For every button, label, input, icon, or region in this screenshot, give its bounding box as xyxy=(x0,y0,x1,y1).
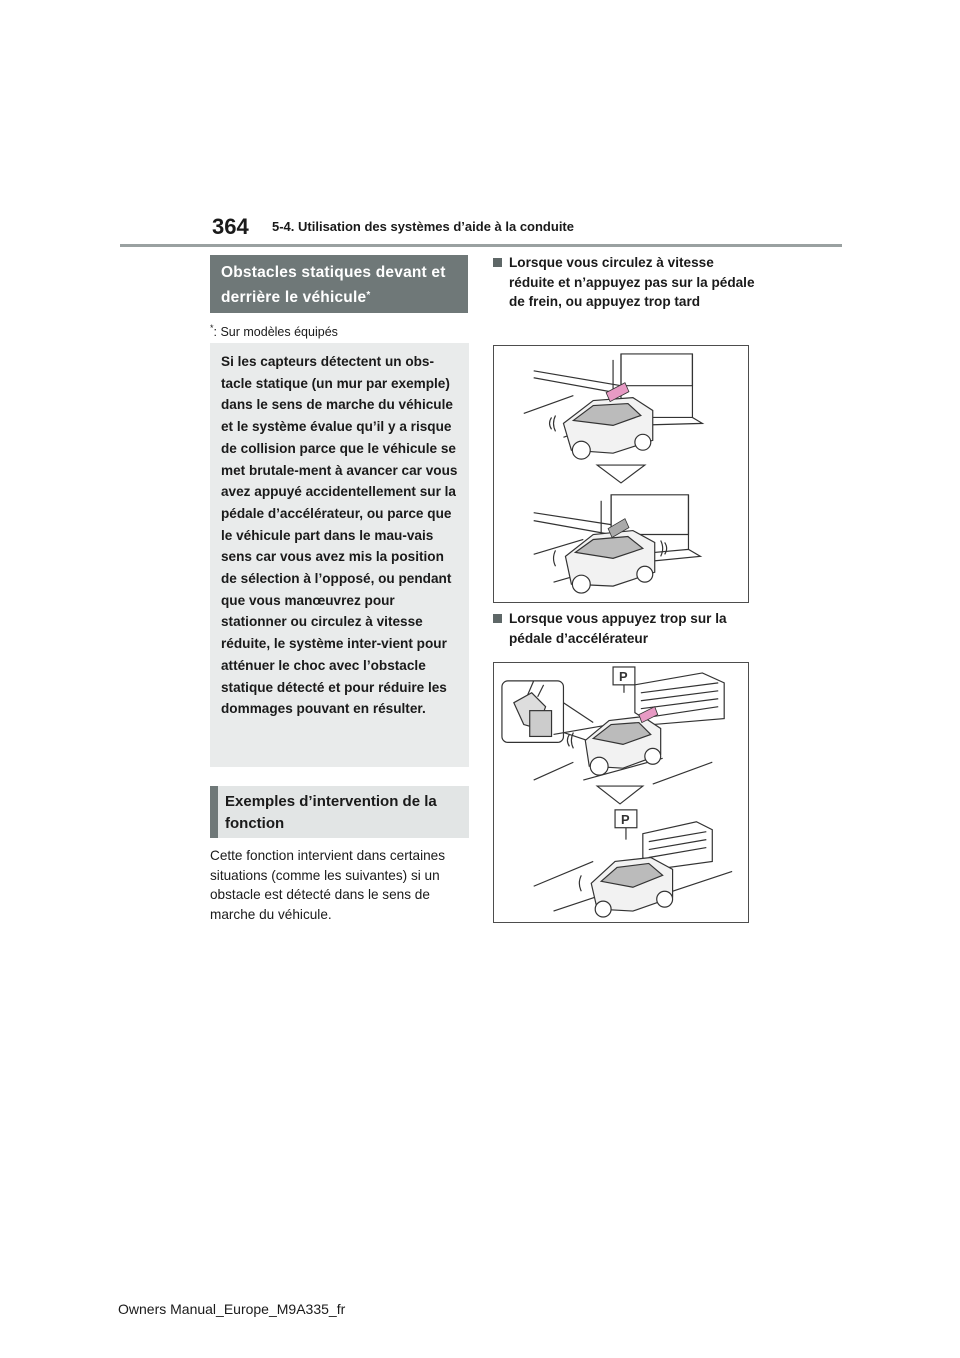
footer-text: Owners Manual_Europe_M9A335_fr xyxy=(118,1301,346,1317)
footnote-marker: * xyxy=(210,323,214,333)
info-box-text: Si les capteurs détectent un obs-tacle statique (un mur par exemple) dans le sens de marche du véhicule et le système évalue qu’il y a risque de collision parce que le véhicule se met brutale-ment à avancer car vous avez appuyé accidentellement sur la pédale d’accélérateur, ou parce que le véhicule part dans le mau-vais sens car vous avez mis la position de sélection à l’opposé, ou pendant que vous manœuvrez pour stationner ou circulez à vitesse réduite, le système inter-vient pour atténuer le choc avec l’obstacle statique détecté et pour réduire les dommages pouvant en résulter. xyxy=(221,354,458,717)
illustration-low-speed xyxy=(493,345,749,603)
illustration-accelerator xyxy=(493,662,749,923)
subsection-heading: Exemples d’intervention de la fonction xyxy=(210,786,469,838)
bullet-heading-1-text: Lorsque vous circulez à vitesse réduite et n’appuyez pas sur la pédale de frein, ou appuyez trop tard xyxy=(509,255,755,310)
accelerator-scenario-illustration xyxy=(494,663,748,922)
footnote xyxy=(210,323,338,339)
bullet-heading-1 xyxy=(493,253,755,312)
footnote-text: : Sur modèles équipés xyxy=(213,325,338,340)
body-paragraph: Cette fonction intervient dans certaines situations (comme les suivantes) si un obstacle est détecté dans le sens de marche du véhicule. xyxy=(210,848,446,922)
bullet-heading-2 xyxy=(493,609,755,648)
breadcrumb: 5-4. Utilisation des systèmes d’aide à la conduite xyxy=(272,219,574,234)
low-speed-scenario-illustration xyxy=(494,346,748,602)
heading-footnote-marker: * xyxy=(366,290,371,301)
header-divider xyxy=(120,244,842,247)
square-bullet-icon xyxy=(493,258,502,267)
info-box xyxy=(210,343,469,767)
section-heading-text: Obstacles statiques devant et derrière le véhicule xyxy=(221,264,446,306)
bullet-heading-2-text: Lorsque vous appuyez trop sur la pédale d’accélérateur xyxy=(509,611,727,646)
page-number: 364 xyxy=(212,214,249,239)
parking-sign-label-bottom: P xyxy=(621,811,630,827)
section-heading xyxy=(210,255,468,313)
parking-sign-label-top: P xyxy=(619,668,628,684)
square-bullet-icon xyxy=(493,614,502,623)
